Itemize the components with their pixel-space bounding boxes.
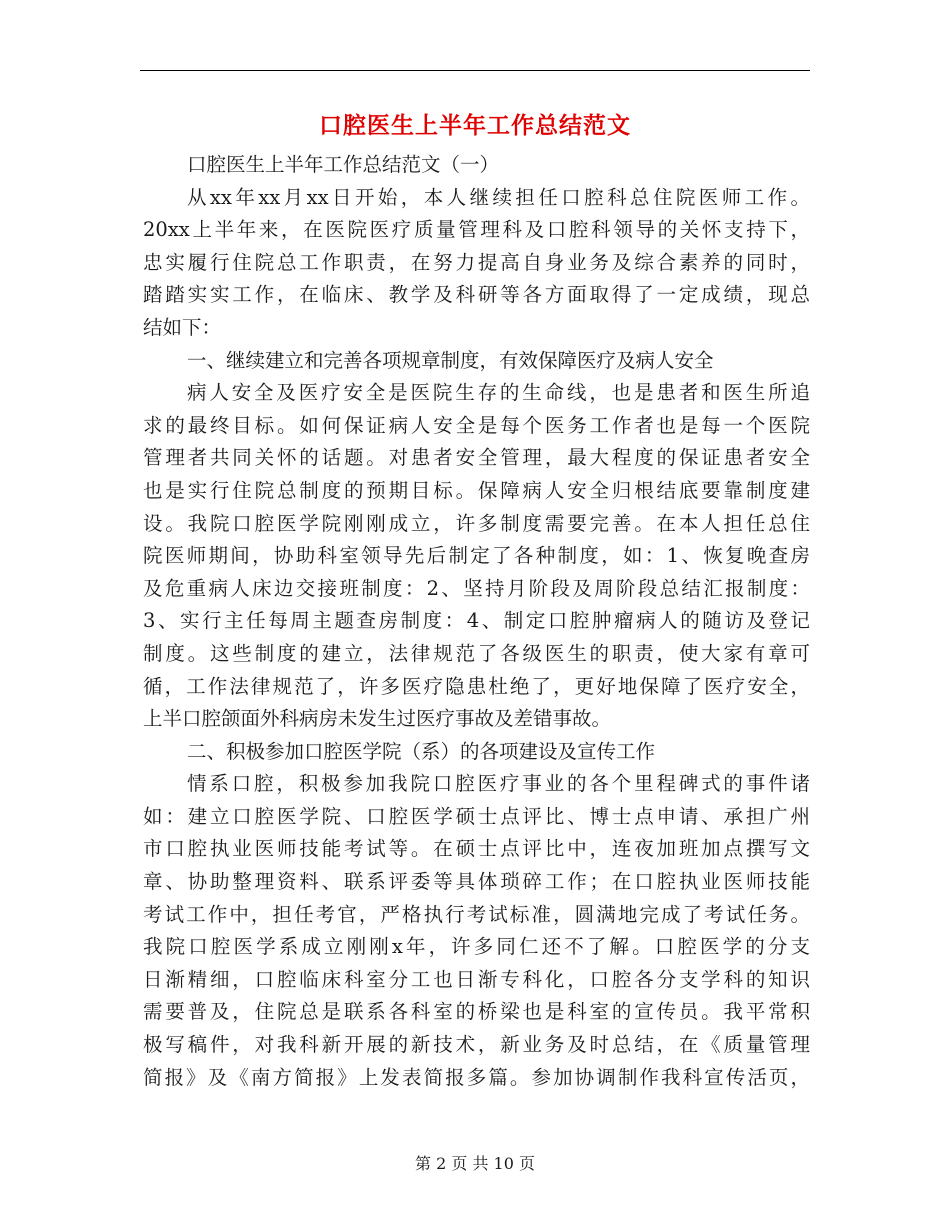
document-title: 口腔医生上半年工作总结范文 [319,113,631,139]
paragraph-line: 及危重病人床边交接班制度：2、坚持月阶段及周阶段总结汇报制度： [143,576,810,600]
paragraph-line: 极写稿件，对我科新开展的新技术，新业务及时总结，在《质量管理 [143,1033,810,1057]
paragraph-line: 需要普及，住院总是联系各科室的桥梁也是科室的宣传员。我平常积 [143,1000,810,1024]
subtitle-line: 口腔医生上半年工作总结范文（一） [187,153,500,176]
header-rule [140,70,810,71]
paragraph-line: 求的最终目标。如何保证病人安全是每个医务工作者也是每一个医院 [143,413,810,437]
page-number-footer: 第 2 页 共 10 页 [415,1154,535,1173]
paragraph-line: 也是实行住院总制度的预期目标。保障病人安全归根结底要靠制度建 [143,478,810,502]
document-body [143,149,810,1094]
paragraph-line: 管理者共同关怀的话题。对患者安全管理，最大程度的保证患者安全 [143,446,810,470]
paragraph-line: 日渐精细，口腔临床科室分工也日渐专科化，口腔各分支学科的知识 [143,967,810,991]
paragraph-line: 20xx上半年来，在医院医疗质量管理科及口腔科领导的关怀支持下， [143,218,810,242]
paragraph-line: 3、实行主任每周主题查房制度：4、制定口腔肿瘤病人的随访及登记 [143,609,810,633]
paragraph-line: 结如下： [143,315,222,339]
paragraph-line: 踏踏实实工作，在临床、教学及科研等各方面取得了一定成绩，现总 [143,283,810,307]
paragraph-line: 忠实履行住院总工作职责，在努力提高自身业务及综合素养的同时， [143,250,810,274]
paragraph-line: 我院口腔医学系成立刚刚x年，许多同仁还不了解。口腔医学的分支 [143,935,810,959]
paragraph-line: 院医师期间，协助科室领导先后制定了各种制度，如：1、恢复晚查房 [143,544,810,568]
paragraph-line: 章、协助整理资料、联系评委等具体琐碎工作；在口腔执业医师技能 [143,870,810,894]
paragraph-line: 制度。这些制度的建立，法律规范了各级医生的职责，使大家有章可 [143,641,810,665]
section-heading: 一、继续建立和完善各项规章制度，有效保障医疗及病人安全 [187,348,714,372]
paragraph-line: 情系口腔，积极参加我院口腔医疗事业的各个里程碑式的事件诸 [187,772,810,796]
paragraph-line: 考试工作中，担任考官，严格执行考试标准，圆满地完成了考试任务。 [143,902,810,926]
paragraph-line: 上半口腔颌面外科病房未发生过医疗事故及差错事故。 [143,707,612,731]
paragraph-line: 设。我院口腔医学院刚刚成立，许多制度需要完善。在本人担任总住 [143,511,810,535]
paragraph-line: 市口腔执业医师技能考试等。在硕士点评比中，连夜加班加点撰写文 [143,837,810,861]
paragraph-line: 病人安全及医疗安全是医院生存的生命线，也是患者和医生所追 [187,381,810,405]
section-heading: 二、积极参加口腔医学院（系）的各项建设及宣传工作 [187,739,656,763]
paragraph-line: 从xx年xx月xx日开始，本人继续担任口腔科总住院医师工作。 [187,185,810,209]
paragraph-line: 循，工作法律规范了，许多医疗隐患杜绝了，更好地保障了医疗安全， [143,674,810,698]
paragraph-line: 简报》及《南方简报》上发表简报多篇。参加协调制作我科宣传活页， [143,1065,810,1089]
paragraph-line: 如：建立口腔医学院、口腔医学硕士点评比、博士点申请、承担广州 [143,804,810,828]
